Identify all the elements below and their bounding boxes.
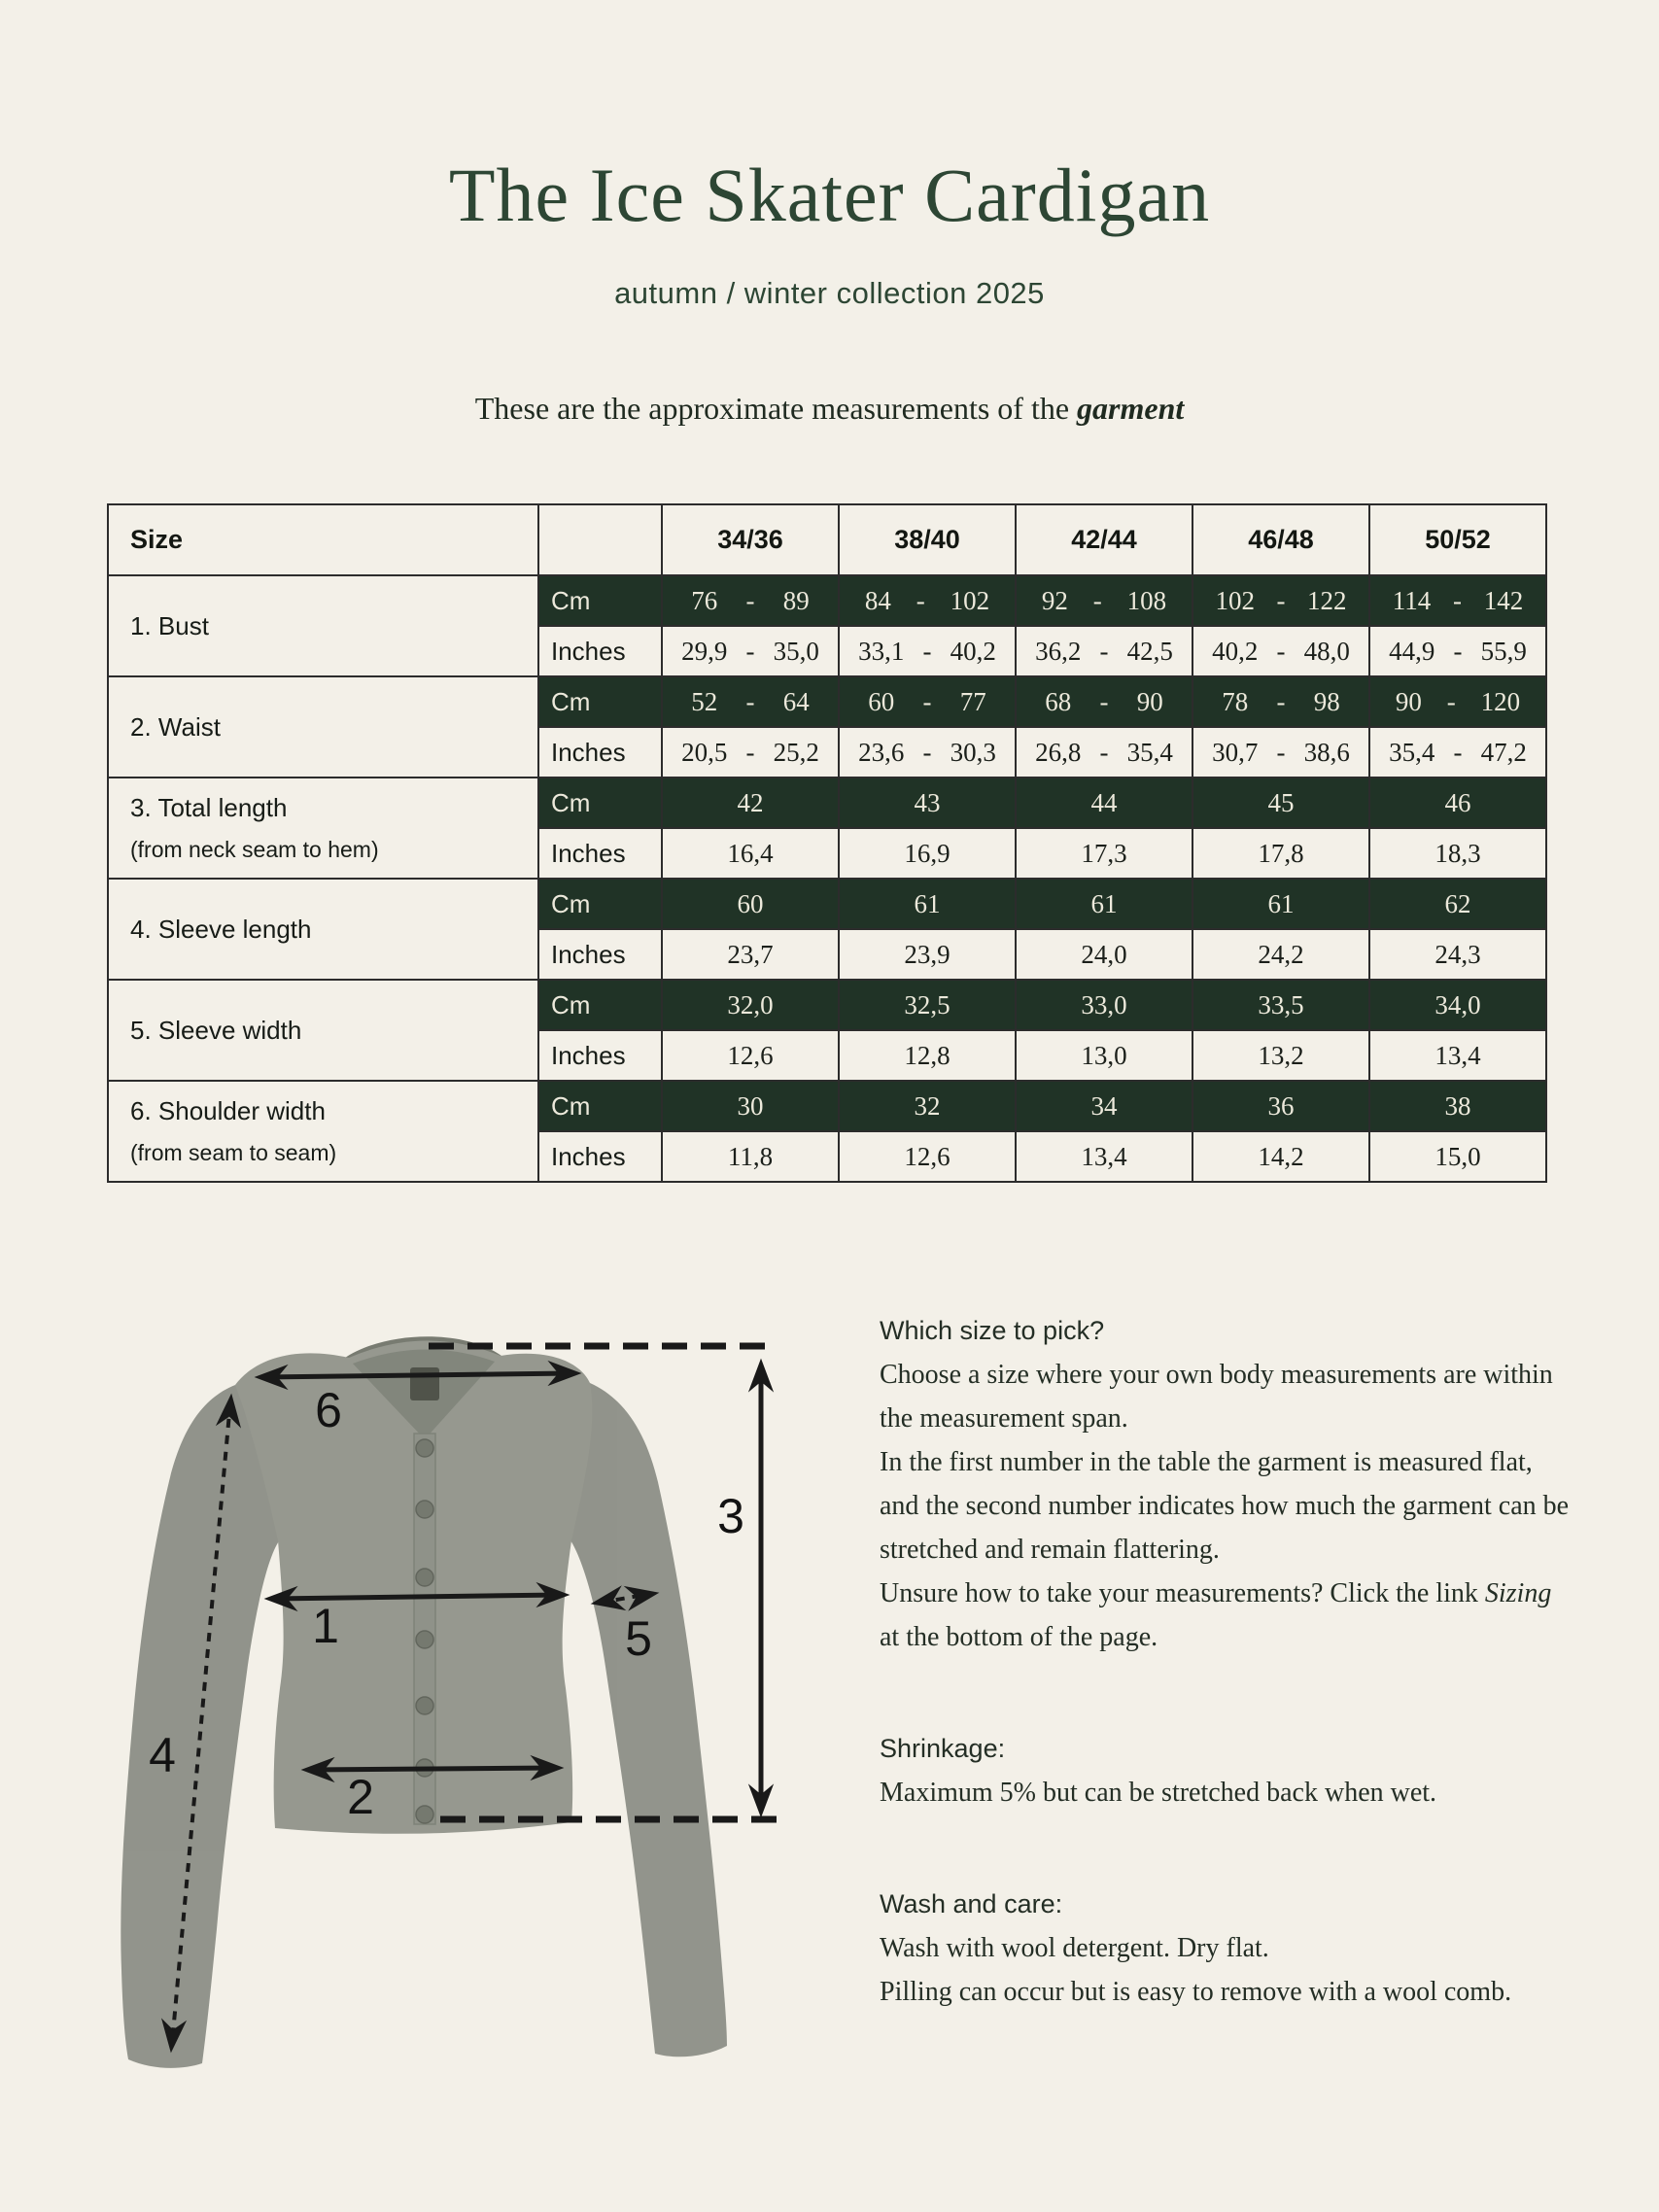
range-max: 122 [1307, 585, 1347, 615]
measurement-label-cell [108, 778, 538, 879]
value-cell: 24,2 [1192, 929, 1369, 980]
size-paragraph-1: Choose a size where your own body measurements are within the measurement span. [880, 1360, 1553, 1434]
range-min: 76 [691, 585, 718, 615]
range-min: 23,6 [858, 737, 905, 767]
measurement-diagram [92, 1297, 792, 2075]
unit-cell-cm: Cm [538, 879, 662, 929]
value-cell: 32,0 [662, 980, 839, 1030]
measurement-label: 4. Sleeve length [130, 914, 312, 944]
size-paragraph-2: In the first number in the table the garment is measured flat, and the second number indicates how much the garment can be stretched and remain flattering. [880, 1447, 1570, 1565]
value-cell: 13,4 [1369, 1030, 1546, 1081]
range-dash: - [1446, 686, 1456, 716]
range-dash: - [745, 585, 755, 615]
range-dash: - [922, 737, 932, 767]
measurement-label-cell [108, 980, 538, 1081]
range-min: 44,9 [1389, 636, 1435, 666]
value-cell: 17,3 [1016, 828, 1192, 879]
value-cell: 62 [1369, 879, 1546, 929]
measurement-sublabel: (from neck seam to hem) [130, 837, 379, 862]
value-cell [1369, 575, 1546, 626]
unit-cell-cm: Cm [538, 676, 662, 727]
diagram-label-1: 1 [312, 1599, 339, 1653]
value-cell: 24,3 [1369, 929, 1546, 980]
value-cell: 60 [662, 879, 839, 929]
range-min: 35,4 [1389, 737, 1435, 767]
range-max: 77 [959, 686, 986, 716]
info-panel [880, 1309, 1572, 2014]
range [663, 687, 838, 717]
range-dash: - [1276, 636, 1286, 666]
value-cell [839, 626, 1016, 676]
value-cell: 24,0 [1016, 929, 1192, 980]
measurement-label: 6. Shoulder width [130, 1096, 326, 1125]
table-row-cm [108, 575, 1546, 626]
value-cell: 30 [662, 1081, 839, 1131]
diagram-label-2: 2 [347, 1770, 374, 1824]
range-dash: - [1099, 636, 1109, 666]
range [663, 637, 838, 667]
range [1017, 738, 1192, 768]
table-row-cm [108, 676, 1546, 727]
range [1017, 586, 1192, 616]
value-cell [1192, 575, 1369, 626]
range-min: 68 [1045, 686, 1072, 716]
value-cell: 13,2 [1192, 1030, 1369, 1081]
value-cell: 18,3 [1369, 828, 1546, 879]
range [1370, 637, 1545, 667]
range-max: 25,2 [773, 737, 819, 767]
unit-column-header [538, 504, 662, 575]
size-column-42-44: 42/44 [1016, 504, 1192, 575]
value-cell [1016, 575, 1192, 626]
cardigan-diagram-svg [92, 1297, 792, 2075]
value-cell [1016, 626, 1192, 676]
measurement-label-cell [108, 879, 538, 980]
range [1370, 738, 1545, 768]
value-cell [1016, 676, 1192, 727]
page-subtitle: autumn / winter collection 2025 [614, 276, 1045, 310]
range [1193, 738, 1368, 768]
range-min: 20,5 [681, 737, 728, 767]
range-dash: - [1453, 636, 1463, 666]
measurement-label-cell [108, 1081, 538, 1182]
value-cell: 34,0 [1369, 980, 1546, 1030]
value-cell [1369, 676, 1546, 727]
value-cell: 32,5 [839, 980, 1016, 1030]
range-min: 52 [691, 686, 718, 716]
unit-cell-cm: Cm [538, 778, 662, 828]
value-cell: 12,8 [839, 1030, 1016, 1081]
range-dash: - [1092, 585, 1102, 615]
measurement-label: 3. Total length [130, 793, 288, 822]
range-max: 90 [1136, 686, 1163, 716]
size-column-50-52: 50/52 [1369, 504, 1546, 575]
range [1193, 687, 1368, 717]
range-max: 42,5 [1126, 636, 1173, 666]
size-table [107, 503, 1547, 1183]
value-cell [1192, 727, 1369, 778]
range-dash: - [745, 686, 755, 716]
unit-cell-in: Inches [538, 1030, 662, 1081]
value-cell: 33,5 [1192, 980, 1369, 1030]
value-cell [1192, 626, 1369, 676]
measurement-label-cell [108, 575, 538, 676]
value-cell [1369, 727, 1546, 778]
range-max: 120 [1480, 686, 1521, 716]
range-min: 78 [1222, 686, 1249, 716]
brand-tag [410, 1367, 439, 1400]
value-cell: 32 [839, 1081, 1016, 1131]
range-max: 40,2 [950, 636, 996, 666]
range-dash: - [922, 686, 932, 716]
range-min: 30,7 [1212, 737, 1259, 767]
range-min: 60 [868, 686, 895, 716]
range-min: 102 [1215, 585, 1255, 615]
value-cell [662, 727, 839, 778]
size-column-38-40: 38/40 [839, 504, 1016, 575]
value-cell: 17,8 [1192, 828, 1369, 879]
measurement-label-cell [108, 676, 538, 778]
measurement-label: 5. Sleeve width [130, 1015, 302, 1045]
range-max: 30,3 [950, 737, 996, 767]
value-cell: 23,7 [662, 929, 839, 980]
value-cell [662, 575, 839, 626]
measurement-label: 2. Waist [130, 711, 221, 742]
range-dash: - [1453, 585, 1462, 615]
range-max: 102 [950, 585, 990, 615]
measurement-sublabel: (from seam to seam) [130, 1140, 337, 1165]
value-cell: 61 [1192, 879, 1369, 929]
range-dash: - [922, 636, 932, 666]
diagram-label-3: 3 [717, 1489, 744, 1543]
range [1193, 586, 1368, 616]
unit-cell-cm: Cm [538, 575, 662, 626]
range-max: 108 [1126, 585, 1167, 615]
range-dash: - [1099, 737, 1109, 767]
value-cell: 13,0 [1016, 1030, 1192, 1081]
value-cell: 34 [1016, 1081, 1192, 1131]
care-line-2: Pilling can occur but is easy to remove with a wool comb. [880, 1977, 1512, 2007]
unit-cell-in: Inches [538, 727, 662, 778]
value-cell: 45 [1192, 778, 1369, 828]
value-cell [1016, 727, 1192, 778]
range [1370, 687, 1545, 717]
range-dash: - [1099, 686, 1109, 716]
range-max: 89 [782, 585, 810, 615]
unit-cell-in: Inches [538, 626, 662, 676]
range-min: 33,1 [858, 636, 905, 666]
range-max: 35,4 [1126, 737, 1173, 767]
value-cell: 44 [1016, 778, 1192, 828]
value-cell [839, 727, 1016, 778]
range-max: 98 [1313, 686, 1340, 716]
diagram-label-5: 5 [625, 1611, 652, 1666]
range-max: 35,0 [773, 636, 819, 666]
value-cell [1192, 676, 1369, 727]
range-dash: - [1276, 737, 1286, 767]
table-row-cm [108, 778, 1546, 828]
range-min: 29,9 [681, 636, 728, 666]
range-max: 55,9 [1480, 636, 1527, 666]
range-dash: - [1276, 585, 1286, 615]
value-cell: 16,9 [839, 828, 1016, 879]
range-dash: - [745, 636, 755, 666]
table-row-cm [108, 980, 1546, 1030]
care-line-1: Wash with wool detergent. Dry flat. [880, 1933, 1269, 1963]
unit-cell-in: Inches [538, 828, 662, 879]
intro-line [0, 391, 1659, 427]
value-cell: 11,8 [662, 1131, 839, 1182]
value-cell: 16,4 [662, 828, 839, 879]
intro-emphasis: garment [1077, 391, 1185, 426]
range-min: 114 [1392, 585, 1432, 615]
range [1193, 637, 1368, 667]
range-dash: - [745, 737, 755, 767]
range-min: 36,2 [1035, 636, 1082, 666]
size-column-header: Size [108, 504, 538, 575]
value-cell [839, 676, 1016, 727]
value-cell: 43 [839, 778, 1016, 828]
sizing-link-mention: Sizing [1484, 1578, 1552, 1608]
measurement-label: 1. Bust [130, 610, 209, 640]
value-cell: 46 [1369, 778, 1546, 828]
range-min: 92 [1041, 585, 1068, 615]
cardigan-left-sleeve [121, 1385, 281, 2068]
diagram-label-4: 4 [149, 1728, 176, 1782]
intro-text: These are the approximate measurements of the [474, 391, 1078, 426]
value-cell: 61 [1016, 879, 1192, 929]
range [663, 738, 838, 768]
range [1370, 586, 1545, 616]
range [1017, 637, 1192, 667]
value-cell: 23,9 [839, 929, 1016, 980]
shrinkage-text: Maximum 5% but can be stretched back when wet. [880, 1778, 1437, 1808]
value-cell: 61 [839, 879, 1016, 929]
range-min: 40,2 [1212, 636, 1259, 666]
range-max: 47,2 [1480, 737, 1527, 767]
range-min: 90 [1395, 686, 1422, 716]
table-row-cm [108, 879, 1546, 929]
range-max: 64 [782, 686, 810, 716]
range [840, 687, 1015, 717]
unit-cell-cm: Cm [538, 980, 662, 1030]
diagram-label-6: 6 [315, 1383, 342, 1437]
size-paragraph-3-text: Unsure how to take your measurements? Click the link [880, 1578, 1485, 1608]
table-row-cm [108, 1081, 1546, 1131]
size-column-34-36: 34/36 [662, 504, 839, 575]
value-cell: 15,0 [1369, 1131, 1546, 1182]
shrinkage-heading: Shrinkage: [880, 1734, 1006, 1763]
range-max: 48,0 [1303, 636, 1350, 666]
value-cell: 38 [1369, 1081, 1546, 1131]
value-cell: 13,4 [1016, 1131, 1192, 1182]
range [1017, 687, 1192, 717]
size-column-46-48: 46/48 [1192, 504, 1369, 575]
value-cell: 12,6 [839, 1131, 1016, 1182]
page-title: The Ice Skater Cardigan [448, 153, 1211, 237]
cardigan-photo [121, 1336, 727, 2068]
range [840, 586, 1015, 616]
range [840, 637, 1015, 667]
size-heading: Which size to pick? [880, 1316, 1105, 1345]
range-min: 26,8 [1035, 737, 1082, 767]
range-dash: - [916, 585, 925, 615]
cardigan-right-sleeve [570, 1383, 727, 2056]
value-cell: 42 [662, 778, 839, 828]
range-min: 84 [864, 585, 891, 615]
range [663, 586, 838, 616]
range-max: 142 [1483, 585, 1524, 615]
value-cell: 36 [1192, 1081, 1369, 1131]
value-cell: 14,2 [1192, 1131, 1369, 1182]
unit-cell-in: Inches [538, 929, 662, 980]
value-cell [1369, 626, 1546, 676]
value-cell: 12,6 [662, 1030, 839, 1081]
range-max: 38,6 [1303, 737, 1350, 767]
unit-cell-cm: Cm [538, 1081, 662, 1131]
size-table-header-row [108, 504, 1546, 575]
value-cell [839, 575, 1016, 626]
care-heading: Wash and care: [880, 1889, 1063, 1918]
range-dash: - [1276, 686, 1286, 716]
value-cell: 33,0 [1016, 980, 1192, 1030]
size-paragraph-3 [880, 1572, 1572, 1659]
size-paragraph-3-suffix: at the bottom of the page. [880, 1622, 1158, 1652]
value-cell [662, 626, 839, 676]
value-cell [662, 676, 839, 727]
range-dash: - [1453, 737, 1463, 767]
unit-cell-in: Inches [538, 1131, 662, 1182]
range [840, 738, 1015, 768]
